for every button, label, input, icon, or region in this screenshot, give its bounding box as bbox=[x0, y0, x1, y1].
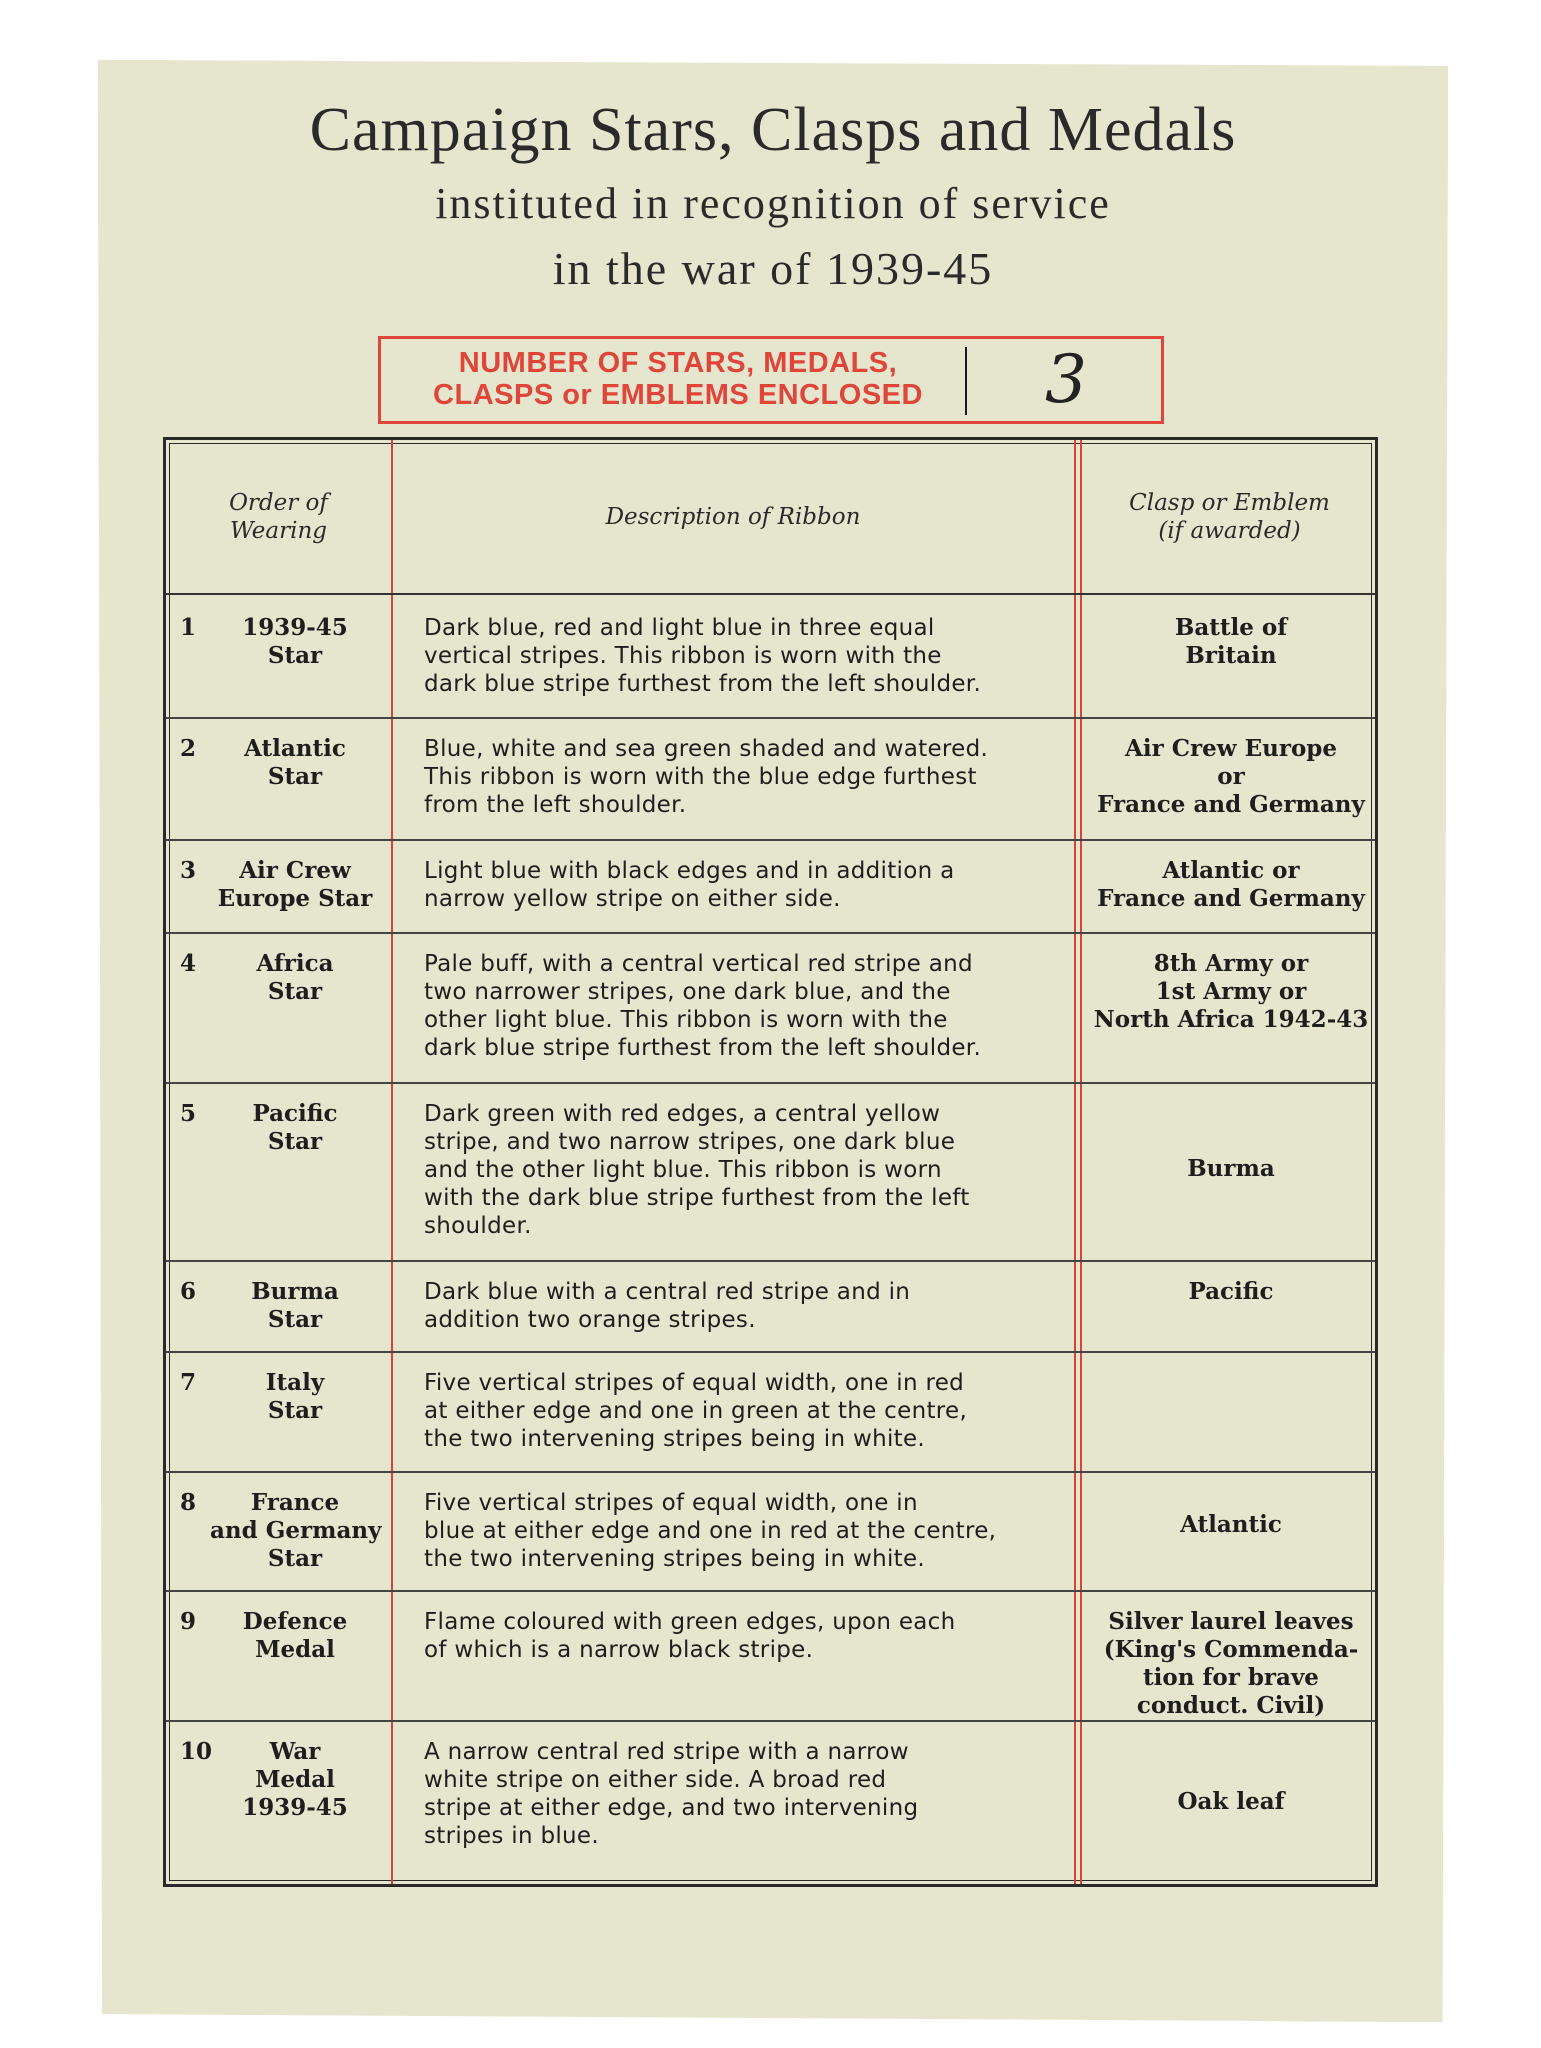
stamp-label-line-2: CLASPS or EMBLEMS ENCLOSED bbox=[433, 379, 923, 411]
stamp-divider bbox=[965, 347, 967, 415]
award-name bbox=[210, 735, 380, 791]
table-row bbox=[166, 717, 1375, 839]
award-name-line: Star bbox=[267, 1545, 323, 1572]
clasp-emblem bbox=[1086, 1788, 1376, 1816]
award-name-line: Medal bbox=[255, 1636, 335, 1663]
order-number: 3 bbox=[180, 857, 197, 884]
title-line-3: in the war of 1939-45 bbox=[552, 243, 994, 294]
ribbon-description-line: other light blue. This ribbon is worn with the bbox=[424, 1007, 948, 1033]
table-row bbox=[166, 839, 1375, 932]
award-name-line: Burma bbox=[251, 1278, 339, 1305]
ribbon-description-line: from the left shoulder. bbox=[424, 792, 687, 818]
award-name bbox=[210, 1608, 380, 1664]
ribbon-description-line: the two intervening stripes being in white. bbox=[424, 1426, 926, 1452]
table-row bbox=[166, 1351, 1375, 1471]
ribbon-description-line: and the other light blue. This ribbon is worn bbox=[424, 1157, 942, 1183]
clasp-emblem-line: or bbox=[1217, 763, 1245, 790]
clasp-emblem-line: Britain bbox=[1185, 642, 1277, 669]
award-name-line: Star bbox=[267, 1306, 323, 1333]
clasp-emblem bbox=[1086, 614, 1376, 670]
award-name-line: Medal bbox=[255, 1766, 335, 1793]
ribbon-description-line: This ribbon is worn with the blue edge furthest bbox=[424, 764, 977, 790]
award-name-line: Europe Star bbox=[217, 885, 373, 912]
order-number: 6 bbox=[180, 1278, 197, 1305]
ribbon-description-line: vertical stripes. This ribbon is worn with the bbox=[424, 643, 942, 669]
award-name-line: Italy bbox=[265, 1369, 325, 1396]
award-name bbox=[210, 614, 380, 670]
order-number: 10 bbox=[180, 1738, 213, 1765]
ribbon-description-line: the two intervening stripes being in white. bbox=[424, 1546, 926, 1572]
order-number: 7 bbox=[180, 1369, 197, 1396]
header-order: Order of Wearing bbox=[229, 489, 328, 544]
clasp-emblem-line: conduct. Civil) bbox=[1136, 1692, 1326, 1719]
ribbon-description-line: Dark green with red edges, a central yellow bbox=[424, 1101, 941, 1127]
award-name-line: France bbox=[250, 1489, 340, 1516]
stamp-label-line-1: NUMBER OF STARS, MEDALS, bbox=[458, 347, 898, 379]
document-title bbox=[98, 95, 1448, 301]
header-rule bbox=[166, 593, 1375, 595]
ribbon-description-line: Pale buff, with a central vertical red stripe and bbox=[424, 951, 973, 977]
ribbon-description bbox=[424, 1489, 1052, 1573]
title-line-2: instituted in recognition of service bbox=[435, 179, 1111, 228]
clasp-emblem bbox=[1086, 857, 1376, 913]
ribbon-description-line: dark blue stripe furthest from the left shoulder. bbox=[424, 671, 982, 697]
award-name-line: 1939-45 bbox=[242, 614, 348, 641]
award-name-line: Star bbox=[267, 1397, 323, 1424]
award-name-line: Star bbox=[267, 763, 323, 790]
order-number: 4 bbox=[180, 950, 197, 977]
header-description: Description of Ribbon bbox=[605, 503, 861, 530]
award-name-line: Pacific bbox=[252, 1100, 338, 1127]
ribbon-description bbox=[424, 1100, 1052, 1240]
clasp-emblem-line: Silver laurel leaves bbox=[1108, 1608, 1354, 1635]
clasp-emblem bbox=[1086, 1278, 1376, 1306]
ribbon-description bbox=[424, 857, 1052, 913]
ribbon-description-line: Five vertical stripes of equal width, one in bbox=[424, 1490, 918, 1516]
table-row bbox=[166, 1720, 1375, 1887]
clasp-emblem bbox=[1086, 1155, 1376, 1183]
award-name bbox=[210, 1100, 380, 1156]
ribbon-description-line: Five vertical stripes of equal width, one in red bbox=[424, 1370, 965, 1396]
ribbon-description-line: A narrow central red stripe with a narrow bbox=[424, 1739, 909, 1765]
award-name-line: Atlantic bbox=[244, 735, 346, 762]
ribbon-description-line: Flame coloured with green edges, upon each bbox=[424, 1609, 956, 1635]
award-name bbox=[210, 1489, 380, 1573]
ribbon-description-line: at either edge and one in green at the centre, bbox=[424, 1398, 968, 1424]
clasp-emblem-line: Atlantic or bbox=[1162, 857, 1300, 884]
clasp-emblem-line: Pacific bbox=[1188, 1278, 1274, 1305]
ribbon-description bbox=[424, 1608, 1052, 1664]
clasp-emblem-line: 8th Army or bbox=[1153, 950, 1309, 977]
award-name bbox=[210, 857, 380, 913]
clasp-emblem-line: (King's Commenda- bbox=[1103, 1636, 1359, 1663]
ribbon-description bbox=[424, 614, 1052, 698]
ribbon-description bbox=[424, 1278, 1052, 1334]
ribbon-description-line: stripes in blue. bbox=[424, 1823, 599, 1849]
clasp-emblem-line: 1st Army or bbox=[1155, 978, 1307, 1005]
clasp-emblem bbox=[1086, 1608, 1376, 1720]
ribbon-description bbox=[424, 1369, 1052, 1453]
award-name-line: War bbox=[269, 1738, 321, 1765]
clasp-emblem-line: France and Germany bbox=[1097, 791, 1365, 818]
table-row bbox=[166, 1590, 1375, 1720]
ribbon-description-line: two narrower stripes, one dark blue, and the bbox=[424, 979, 951, 1005]
award-name-line: and Germany bbox=[210, 1517, 382, 1544]
clasp-emblem-line: Battle of bbox=[1174, 614, 1288, 641]
clasp-emblem-line: Oak leaf bbox=[1177, 1787, 1285, 1815]
award-name-line: Air Crew bbox=[239, 857, 351, 884]
ribbon-description-line: shoulder. bbox=[424, 1213, 532, 1239]
ribbon-description-line: with the dark blue stripe furthest from the left bbox=[424, 1185, 970, 1211]
title-line-1: Campaign Stars, Clasps and Medals bbox=[309, 96, 1237, 164]
header-clasp: Clasp or Emblem (if awarded) bbox=[1129, 489, 1330, 544]
clasp-emblem bbox=[1086, 735, 1376, 819]
ribbon-description-line: addition two orange stripes. bbox=[424, 1307, 756, 1333]
clasp-emblem-line: North Africa 1942-43 bbox=[1093, 1006, 1369, 1033]
clasp-emblem-line: Air Crew Europe bbox=[1125, 735, 1337, 762]
ribbon-description-line: stripe, and two narrow stripes, one dark blue bbox=[424, 1129, 956, 1155]
ribbon-description-line: narrow yellow stripe on either side. bbox=[424, 886, 841, 912]
ribbon-description-line: Light blue with black edges and in addition a bbox=[424, 858, 955, 884]
award-name bbox=[210, 1278, 380, 1334]
clasp-emblem-line: France and Germany bbox=[1097, 885, 1365, 912]
ribbon-description-line: white stripe on either side. A broad red bbox=[424, 1767, 887, 1793]
award-name-line: Star bbox=[267, 1128, 323, 1155]
table-row bbox=[166, 1471, 1375, 1590]
ribbon-description-line: Dark blue, red and light blue in three equal bbox=[424, 615, 935, 641]
clasp-emblem bbox=[1086, 1511, 1376, 1539]
order-number: 8 bbox=[180, 1489, 197, 1516]
table-row bbox=[166, 596, 1375, 717]
award-name bbox=[210, 1369, 380, 1425]
clasp-emblem bbox=[1086, 950, 1376, 1034]
order-number: 9 bbox=[180, 1608, 197, 1635]
clasp-emblem-line: tion for brave bbox=[1143, 1664, 1319, 1691]
ribbon-description-line: stripe at either edge, and two intervening bbox=[424, 1795, 919, 1821]
award-name-line: Defence bbox=[242, 1608, 348, 1635]
ribbon-description bbox=[424, 1738, 1052, 1850]
award-name bbox=[210, 1738, 380, 1822]
ribbon-description bbox=[424, 735, 1052, 819]
table-row bbox=[166, 932, 1375, 1082]
ribbon-description-line: blue at either edge and one in red at the centre, bbox=[424, 1518, 997, 1544]
ribbon-description-line: dark blue stripe furthest from the left shoulder. bbox=[424, 1035, 982, 1061]
order-number: 2 bbox=[180, 735, 197, 762]
award-name-line: Star bbox=[267, 978, 323, 1005]
enclosed-count-stamp bbox=[378, 336, 1164, 424]
award-name bbox=[210, 950, 380, 1006]
ribbon-description bbox=[424, 950, 1052, 1062]
award-name-line: Star bbox=[267, 642, 323, 669]
clasp-emblem-line: Burma bbox=[1187, 1155, 1275, 1182]
medals-table bbox=[163, 437, 1378, 1887]
award-name-line: 1939-45 bbox=[242, 1794, 348, 1821]
enclosed-count: 3 bbox=[1045, 341, 1087, 418]
order-number: 1 bbox=[180, 614, 197, 641]
clasp-emblem-line: Atlantic bbox=[1180, 1511, 1282, 1538]
ribbon-description-line: Blue, white and sea green shaded and watered. bbox=[424, 736, 989, 762]
table-row bbox=[166, 1082, 1375, 1260]
award-name-line: Africa bbox=[256, 950, 334, 977]
order-number: 5 bbox=[180, 1100, 197, 1127]
ribbon-description-line: Dark blue with a central red stripe and in bbox=[424, 1279, 911, 1305]
ribbon-description-line: of which is a narrow black stripe. bbox=[424, 1637, 814, 1663]
table-row bbox=[166, 1260, 1375, 1351]
